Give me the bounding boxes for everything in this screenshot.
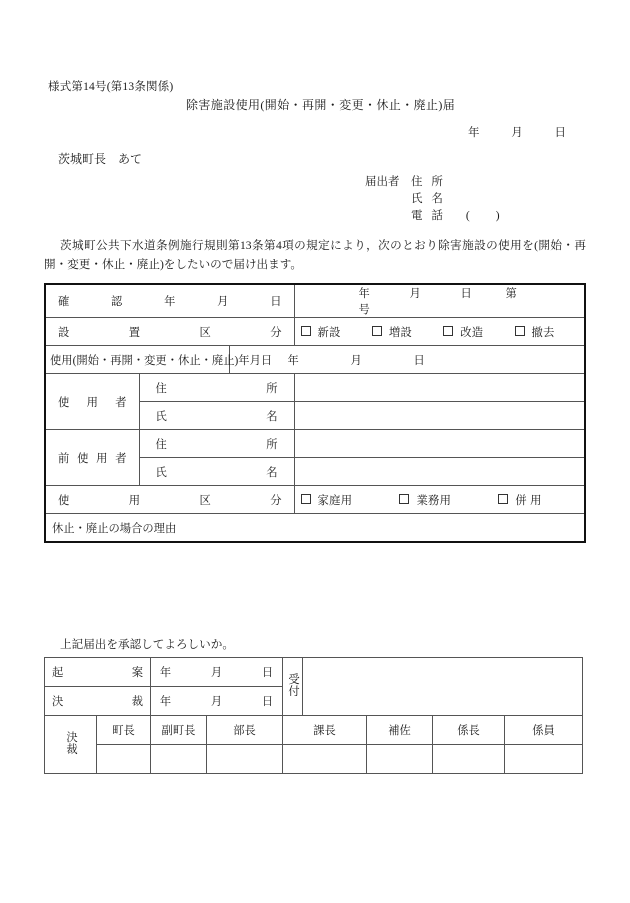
signature-cell-assistant[interactable] [367,745,433,774]
date-month-label: 月 [511,127,523,139]
label-char: 住 [155,382,167,395]
checkbox-label: 撤去 [531,326,555,339]
label-char: 確 [58,296,70,308]
month-label: 月 [210,667,223,679]
label-char: 月 [217,296,229,308]
checkbox-label: 新設 [317,326,341,339]
month-label: 月 [210,696,223,708]
receipt-label-cell [283,658,303,716]
applicant-address-label: 住 所 [411,176,446,188]
label-char: 住 [155,438,167,451]
checkbox-icon[interactable] [399,494,409,504]
prev-user-name-label-cell [139,458,294,486]
paren-close: ) [495,210,500,222]
label-char: 用 [86,396,98,409]
checkbox-option-combined[interactable] [498,492,541,508]
confirm-date-value [359,285,579,317]
table-row-usage-category [45,486,585,514]
addressee: 茨城町長 あて [58,152,143,166]
label-char: 氏 [155,410,167,423]
label-char: 氏 [155,466,167,479]
draft-label [46,664,149,680]
signature-header-staff: 係員 [505,716,583,745]
checkbox-label: 併 用 [515,494,542,507]
signature-cell-mayor[interactable] [97,745,151,774]
label-char: 名 [266,466,278,479]
table-row-use-date [45,346,585,374]
label-char: 者 [115,452,127,465]
day-label: 日 [261,667,274,679]
signature-row-label-cell [45,716,97,774]
prev-user-address-input-cell[interactable] [294,430,585,458]
checkbox-label: 家庭用 [317,494,353,507]
confirm-date-value-cell[interactable] [294,284,585,318]
paren-open: ( [465,210,470,222]
applicant-name-row [365,191,500,208]
label-char: 用 [96,452,108,465]
install-category-options-cell [294,318,585,346]
checkbox-icon[interactable] [301,326,311,336]
label-char: 起 [52,667,64,679]
signature-cell-staff[interactable] [505,745,583,774]
applicant-block [365,174,500,225]
label-char: 使 [58,494,70,507]
label-char: 所 [266,438,278,451]
approval-table [44,657,583,774]
receipt-label: 受付 [286,672,299,698]
checkbox-icon[interactable] [372,326,382,336]
month-label: 月 [409,288,421,300]
user-address-label-cell [139,374,294,402]
year-label: 年 [159,667,172,679]
confirm-date-label-cell [45,284,294,318]
reason-cell[interactable] [45,514,585,543]
checkbox-option-household[interactable] [301,492,353,508]
user-name-input-cell[interactable] [294,402,585,430]
signature-header-deputy-mayor: 副町長 [151,716,207,745]
draft-date-cell[interactable] [151,658,283,687]
day-label: 日 [413,354,425,367]
approval-lead-text: 上記届出を承認してよろしいか。 [60,638,234,651]
user-label [52,394,133,410]
day-label: 日 [460,288,472,300]
table-row-reason [45,514,585,543]
signature-header-chief: 係長 [433,716,505,745]
table-row-draft [45,658,583,687]
year-label: 年 [358,288,370,300]
label-char: 決 [52,696,64,708]
table-row-install-category [45,318,585,346]
applicant-phone-row [365,208,500,225]
signature-header-assistant: 補佐 [367,716,433,745]
decision-label-cell [45,687,151,716]
decision-label [46,693,149,709]
prev-user-name-input-cell[interactable] [294,458,585,486]
checkbox-option-new[interactable] [301,324,341,340]
signature-header-section-head: 課長 [283,716,367,745]
label-char: 使 [77,452,89,465]
label-char: 裁 [131,696,143,708]
table-row-confirm-date [45,284,585,318]
label-char: 名 [266,410,278,423]
decision-date-value [160,693,273,709]
body-paragraph [44,236,586,274]
main-form-table [44,283,586,543]
signature-cell-department-head[interactable] [207,745,283,774]
checkbox-icon[interactable] [498,494,508,504]
applicant-name-label: 氏 名 [411,193,446,205]
user-address-label [146,380,288,396]
prev-user-name-label [146,464,288,480]
label-char: 使 [58,396,70,409]
decision-date-cell[interactable] [151,687,283,716]
label-char: 区 [199,494,211,507]
label-char: 年 [164,296,176,308]
table-row-prev-user-address [45,430,585,458]
checkbox-option-removal[interactable] [515,324,555,340]
label-char: 用 [128,494,141,507]
label-char: 区 [199,326,211,339]
use-date-label: 使用(開始・再開・変更・休止・廃止)年月日 [50,354,273,367]
date-year-label: 年 [468,127,480,139]
label-char: 分 [270,494,282,507]
user-name-label [146,408,288,424]
table-row-signature-stamps [45,745,583,774]
signature-cell-chief[interactable] [433,745,505,774]
label-char: 者 [115,396,127,409]
confirm-date-label [52,293,288,309]
user-address-input-cell[interactable] [294,374,585,402]
use-date-value [288,352,425,368]
table-row-signature-header [45,716,583,745]
phone-parenthesis [466,208,500,225]
draft-date-value [160,664,273,680]
table-row-user-address [45,374,585,402]
label-char: 置 [128,326,141,339]
checkbox-icon[interactable] [515,326,525,336]
signature-header-department-head: 部長 [207,716,283,745]
label-char: 前 [58,452,70,465]
signature-cell-section-head[interactable] [283,745,367,774]
checkbox-option-expand[interactable] [372,324,412,340]
use-date-value-cell[interactable] [229,346,585,374]
signature-row-label: 決裁 [64,730,77,756]
install-category-label-cell [45,318,294,346]
label-char: 日 [270,296,282,308]
install-category-label [52,324,288,340]
checkbox-icon[interactable] [443,326,453,336]
user-label-cell [45,374,139,430]
use-date-label-cell [45,346,273,374]
draft-label-cell [45,658,151,687]
checkbox-label: 増設 [388,326,413,339]
checkbox-option-business[interactable] [399,492,451,508]
checkbox-option-remodel[interactable] [443,324,483,340]
receipt-input-cell[interactable] [303,658,583,716]
applicant-label: 届出者 [365,176,400,188]
checkbox-label: 改造 [460,326,484,339]
label-char: 案 [131,667,143,679]
number-prefix-label: 第 [505,288,517,300]
day-label: 日 [261,696,274,708]
prev-user-address-label [146,436,288,452]
prev-user-label-cell [45,430,139,486]
form-number: 様式第14号(第13条関係) [48,81,174,93]
year-label: 年 [287,354,299,367]
label-char: 認 [111,296,123,308]
signature-header-mayor: 町長 [97,716,151,745]
usage-category-label-cell [45,486,294,514]
year-label: 年 [159,696,172,708]
applicant-address-row [365,174,500,191]
user-name-label-cell [139,402,294,430]
usage-category-options-cell [294,486,585,514]
label-char: 分 [270,326,282,339]
number-suffix-label: 号 [358,304,370,316]
signature-cell-deputy-mayor[interactable] [151,745,207,774]
label-char: 設 [58,326,70,339]
applicant-phone-label: 電 話 [411,210,446,222]
submission-date-line [468,124,566,140]
reason-label: 休止・廃止の場合の理由 [52,522,177,535]
prev-user-address-label-cell [139,430,294,458]
month-label: 月 [350,354,362,367]
body-paragraph-text: 茨城町公共下水道条例施行規則第13条第4項の規定により，次のとおり除害施設の使用を(開始・再開・変更・休止・廃止)をしたいので届け出ます。 [44,239,586,271]
document-title: 除害施設使用(開始・再開・変更・休止・廃止)届 [186,98,456,112]
label-char: 所 [266,382,278,395]
checkbox-icon[interactable] [301,494,311,504]
usage-category-label [52,492,288,508]
date-day-label: 日 [554,127,566,139]
checkbox-label: 業務用 [416,494,452,507]
prev-user-label [52,450,133,466]
